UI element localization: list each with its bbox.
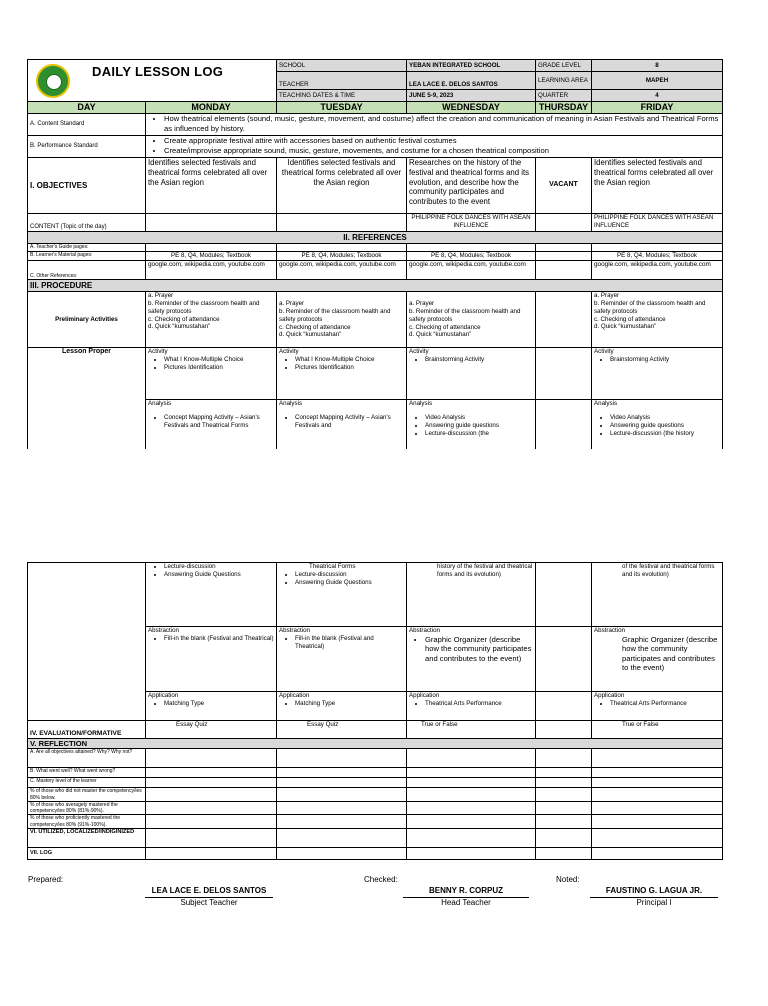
activity-friday: Activity • Brainstorming Activity — [592, 348, 723, 400]
activity-wednesday: Activity • Brainstorming Activity — [407, 348, 536, 400]
head-signatory-name: BENNY R. CORPUZ — [428, 886, 504, 895]
teacher-value: LEA LACE E. DELOS SANTOS — [407, 72, 536, 90]
dates-value: JUNE 5-9, 2023 — [407, 90, 536, 102]
activity-tuesday: Activity • What I Know-Multiple Choice • Pictures Identification — [277, 348, 407, 400]
day-thursday: THURSDAY — [536, 102, 592, 114]
procedure-heading: III. PROCEDURE — [28, 280, 723, 292]
principal-signatory-role: Principal I — [590, 897, 718, 907]
lm-monday: PE 8, Q4, Modules; Textbook — [146, 252, 277, 261]
abstraction-wednesday: Abstraction • Graphic Organizer (describe how the community participates and contributes to the event) — [407, 627, 536, 692]
other-ref-tuesday: google.com, wikipedia.com, youtube.com — [277, 261, 407, 280]
analysis-cont-tuesday: Theatrical Forms • Lecture-discussion • Answering Guide Questions — [277, 563, 407, 627]
analysis-cont-friday: of the festival and theatrical forms and its evolution) — [592, 563, 723, 627]
performance-standard-item: • Create appropriate festival attire with accessories based on authentic festival costumes — [164, 136, 720, 145]
checked-label: Checked: — [364, 875, 398, 884]
objective-wednesday: Researches on the history of the festival and theatrical forms and its evolution, and describe how the community participates and contributes to the event — [407, 158, 536, 214]
area-value: MAPEH — [592, 72, 723, 90]
preliminary-friday: a. Prayer b. Reminder of the classroom health and safety protocols c. Checking of attendance d. Quick “kumustahan” — [592, 292, 723, 348]
reflection-row-below: % of those who did not master the competency/ies 80% below. — [28, 788, 146, 802]
prepared-label: Prepared: — [28, 875, 64, 884]
content-tuesday — [277, 214, 407, 232]
evaluation-monday: Essay Quiz — [146, 721, 277, 739]
log-label: VII. LOG — [28, 847, 146, 859]
content-label: CONTENT (Topic of the day) — [28, 214, 146, 232]
evaluation-wednesday: True or False — [407, 721, 536, 739]
analysis-wednesday: Analysis • Video Analysis • Answering guide questions • Lecture-discussion (the — [407, 400, 536, 449]
quarter-value: 4 — [592, 90, 723, 102]
utilized-label: VI. UTILIZED, LOCALIZED/INDIGINIZED — [28, 828, 146, 847]
noted-label: Noted: — [556, 875, 580, 884]
objective-monday: Identifies selected festivals and theatrical forms celebrated all over the Asian region — [146, 158, 277, 214]
other-ref-monday: google.com, wikipedia.com, youtube.com — [146, 261, 277, 280]
application-tuesday: Application • Matching Type — [277, 692, 407, 721]
analysis-cont-wednesday: history of the festival and theatrical forms and its evolution) — [407, 563, 536, 627]
content-standard — [146, 114, 723, 136]
content-standard-label: A. Content Standard — [28, 114, 146, 136]
analysis-tuesday: Analysis • Concept Mapping Activity – Asian's Festivals and — [277, 400, 407, 449]
lm-friday: PE 8, Q4, Modules; Textbook — [592, 252, 723, 261]
abstraction-monday: Abstraction • Fill-in the blank (Festival and Theatrical) — [146, 627, 277, 692]
teacher-guide-label: A. Teacher's Guide pages: — [28, 244, 146, 252]
objectives-label: I. OBJECTIVES — [28, 158, 146, 214]
teacher-label: TEACHER — [277, 72, 407, 90]
content-friday: PHILIPPINE FOLK DANCES WITH ASEAN INFLUENCE — [592, 214, 723, 232]
day-wednesday: WEDNESDAY — [407, 102, 536, 114]
day-monday: MONDAY — [146, 102, 277, 114]
reflection-row-b: B. What went well? What went wrong? — [28, 768, 146, 778]
abstraction-friday: Abstraction Graphic Organizer (describe how the community participates and contributes to the event) — [592, 627, 723, 692]
evaluation-tuesday: Essay Quiz — [277, 721, 407, 739]
performance-standard-item: • Create/improvise appropriate sound, music, gesture, movements, and costume for a chosen theatrical composition — [164, 146, 720, 155]
teacher-signatory-role: Subject Teacher — [145, 897, 273, 907]
teacher-signatory-name: LEA LACE E. DELOS SANTOS — [151, 886, 267, 895]
application-wednesday: Application • Theatrical Arts Performance — [407, 692, 536, 721]
lesson-log-table-page-2 — [27, 562, 723, 860]
activity-monday: Activity • What I Know-Multiple Choice • Pictures Identification — [146, 348, 277, 400]
preliminary-wednesday: a. Prayer b. Reminder of the classroom health and safety protocols c. Checking of attendance d. Quick “kumustahan” — [407, 292, 536, 348]
day-header: DAY — [28, 102, 146, 114]
analysis-monday: Analysis • Concept Mapping Activity – Asian's Festivals and Theatrical Forms — [146, 400, 277, 449]
application-monday: Application • Matching Type — [146, 692, 277, 721]
preliminary-monday: a. Prayer b. Reminder of the classroom health and safety protocols c. Checking of attendance d. Quick “kumustahan” — [146, 292, 277, 348]
page-title: DAILY LESSON LOG — [92, 64, 224, 79]
preliminary-label: Preliminary Activities — [28, 292, 146, 348]
grade-label: GRADE LEVEL — [536, 60, 592, 72]
learner-material-label: B. Learner's Material pages: — [28, 252, 146, 261]
evaluation-label: IV. EVALUATION/FORMATIVE — [28, 721, 146, 739]
school-label: SCHOOL — [277, 60, 407, 72]
objective-friday: Identifies selected festivals and theatrical forms celebrated all over the Asian region — [592, 158, 723, 214]
area-label: LEARNING AREA — [536, 72, 592, 90]
lm-tuesday: PE 8, Q4, Modules; Textbook — [277, 252, 407, 261]
school-seal-icon — [36, 64, 70, 98]
reflection-row-average: % of those who averagely mastered the competency/ies 80% (81%-90%). — [28, 801, 146, 815]
header-title-cell — [28, 60, 277, 102]
quarter-label: QUARTER — [536, 90, 592, 102]
principal-signatory-name: FAUSTINO G. LAGUA JR. — [605, 886, 703, 895]
preliminary-tuesday: a. Prayer b. Reminder of the classroom health and safety protocols c. Checking of attendance d. Quick “kumustahan” — [277, 292, 407, 348]
reflection-row-proficient: % of those who proficiently mastered the competency/ies 80% (91%-100%). — [28, 815, 146, 829]
grade-value: 8 — [592, 60, 723, 72]
application-friday: Application • Theatrical Arts Performance — [592, 692, 723, 721]
content-thursday — [536, 214, 592, 232]
analysis-friday: Analysis • Video Analysis • Answering guide questions • Lecture-discussion (the history — [592, 400, 723, 449]
day-friday: FRIDAY — [592, 102, 723, 114]
abstraction-tuesday: Abstraction • Fill-in the blank (Festival and Theatrical) — [277, 627, 407, 692]
head-signatory-role: Head Teacher — [403, 897, 529, 907]
other-ref-wednesday: google.com, wikipedia.com, youtube.com — [407, 261, 536, 280]
analysis-cont-monday: • Lecture-discussion • Answering Guide Questions — [146, 563, 277, 627]
day-tuesday: TUESDAY — [277, 102, 407, 114]
evaluation-friday: True or False — [592, 721, 723, 739]
lesson-proper-label: Lesson Proper — [28, 348, 146, 449]
objective-tuesday: Identifies selected festivals and theatrical forms celebrated all over the Asian region — [277, 158, 407, 214]
other-references-label: C. Other References: — [28, 261, 146, 280]
lesson-log-table-page-1 — [27, 59, 723, 449]
objective-thursday: VACANT — [536, 158, 592, 214]
content-monday — [146, 214, 277, 232]
reflection-row-c: C. Mastery level of the learner — [28, 778, 146, 788]
lm-wednesday: PE 8, Q4, Modules; Textbook — [407, 252, 536, 261]
reflection-row-a: A. Are all objectives attained? Why? Why not? — [28, 749, 146, 768]
content-wednesday: PHILIPPINE FOLK DANCES WITH ASEAN INFLUENCE — [407, 214, 536, 232]
content-standard-text: • How theatrical elements (sound, music, gesture, movement, and costume) affect the creation and communication of meaning in Asian Festivals and Theatrical Forms as influenced by history. — [164, 114, 720, 133]
other-ref-friday: google.com, wikipedia.com, youtube.com — [592, 261, 723, 280]
school-value: YEBAN INTEGRATED SCHOOL — [407, 60, 536, 72]
references-heading: II. REFERENCES — [28, 232, 723, 244]
performance-standard — [146, 136, 723, 158]
dates-label: TEACHING DATES & TIME — [277, 90, 407, 102]
performance-standard-label: B. Performance Standard — [28, 136, 146, 158]
reflection-heading: V. REFLECTION — [28, 739, 723, 749]
